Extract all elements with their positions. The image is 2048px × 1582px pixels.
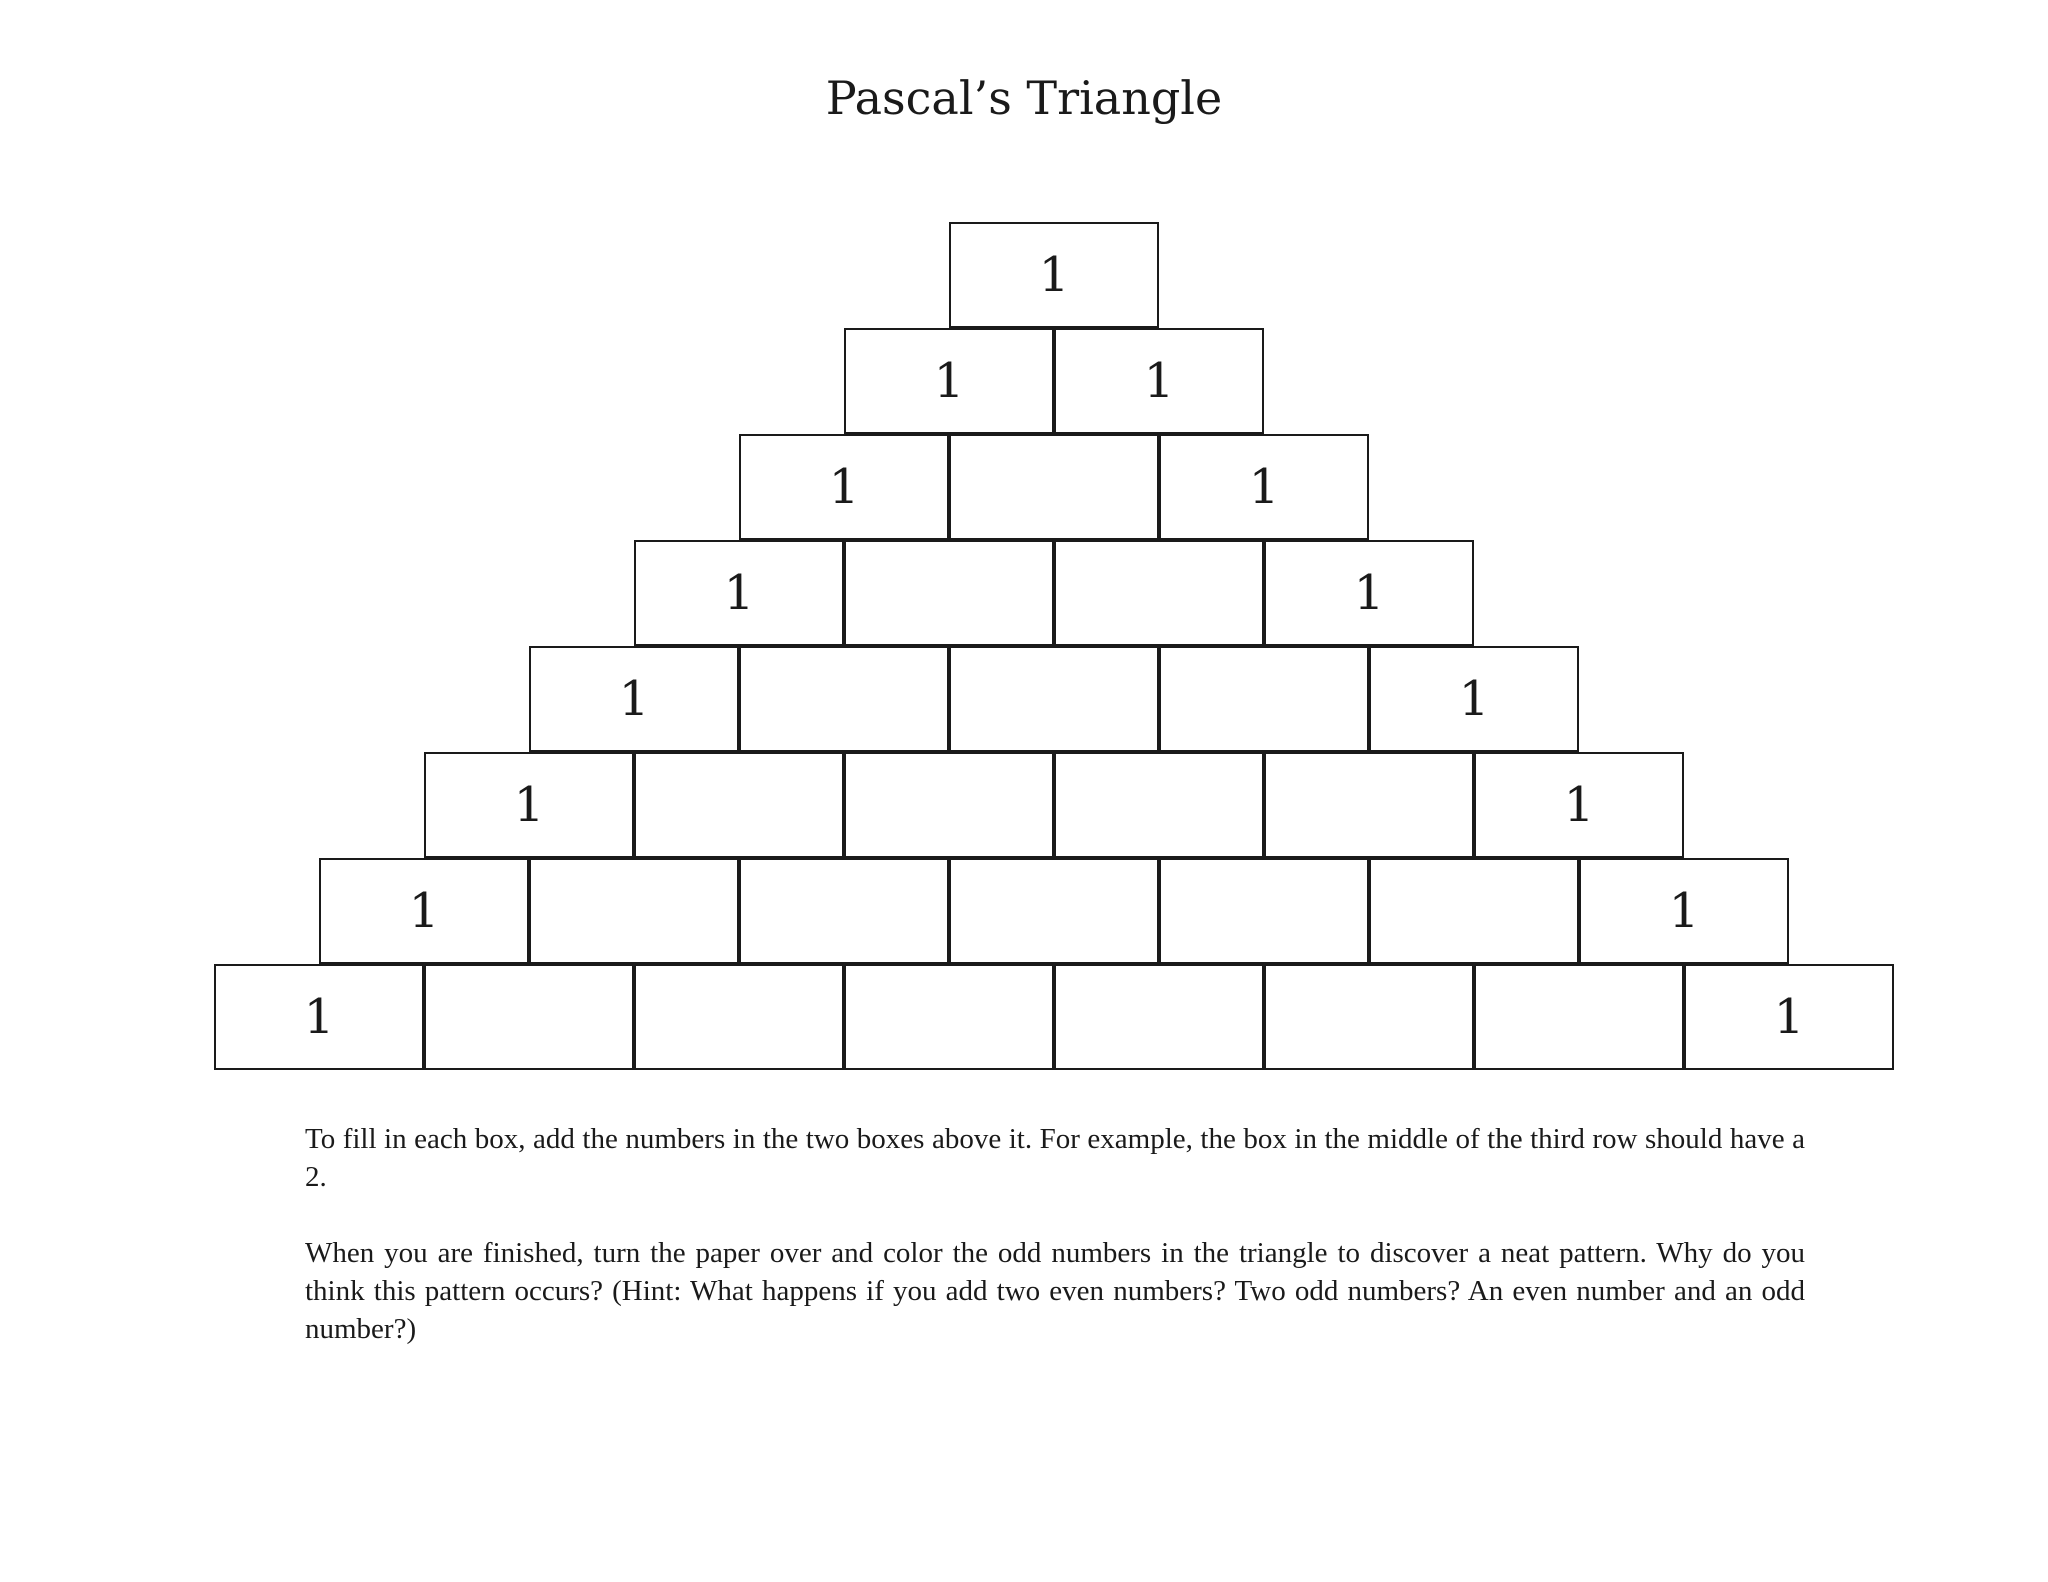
triangle-box: 1 [1054, 328, 1264, 434]
triangle-box: 1 [1159, 434, 1369, 540]
triangle-box: 1 [949, 222, 1159, 328]
triangle-box [1264, 964, 1474, 1070]
triangle-box [424, 964, 634, 1070]
triangle-box [844, 964, 1054, 1070]
triangle-box [1054, 540, 1264, 646]
triangle-box [949, 646, 1159, 752]
triangle-box: 1 [424, 752, 634, 858]
triangle-box: 1 [634, 540, 844, 646]
triangle-box [1474, 964, 1684, 1070]
instructions-paragraph-1: To fill in each box, add the numbers in the two boxes above it. For example, the box in the middle of the third row should have a 2. [305, 1123, 1805, 1193]
triangle-box [529, 858, 739, 964]
triangle-box [844, 752, 1054, 858]
triangle-box [1264, 752, 1474, 858]
triangle-box [634, 964, 844, 1070]
triangle-box: 1 [844, 328, 1054, 434]
triangle-box: 1 [529, 646, 739, 752]
triangle-box [739, 858, 949, 964]
triangle-box [1054, 752, 1264, 858]
triangle-box [739, 646, 949, 752]
instructions-paragraph-2: When you are finished, turn the paper over and color the odd numbers in the triangle to discover a neat pattern. Why do you think this pattern occurs? (Hint: What happens if you add two even numbers? Two odd numbers? An even number and an odd number?) [305, 1237, 1805, 1345]
triangle-box: 1 [319, 858, 529, 964]
triangle-box [1369, 858, 1579, 964]
triangle-box [1054, 964, 1264, 1070]
triangle-box [949, 858, 1159, 964]
triangle-box [844, 540, 1054, 646]
page-title: Pascal’s Triangle [825, 71, 1223, 125]
triangle-box: 1 [1579, 858, 1789, 964]
triangle-box: 1 [739, 434, 949, 540]
triangle-box: 1 [1369, 646, 1579, 752]
triangle-box [634, 752, 844, 858]
triangle-box [1159, 646, 1369, 752]
triangle-box [949, 434, 1159, 540]
triangle-box: 1 [1684, 964, 1894, 1070]
triangle-box: 1 [1474, 752, 1684, 858]
triangle-box: 1 [1264, 540, 1474, 646]
triangle-box [1159, 858, 1369, 964]
instructions [305, 1120, 1805, 1386]
triangle-box: 1 [214, 964, 424, 1070]
